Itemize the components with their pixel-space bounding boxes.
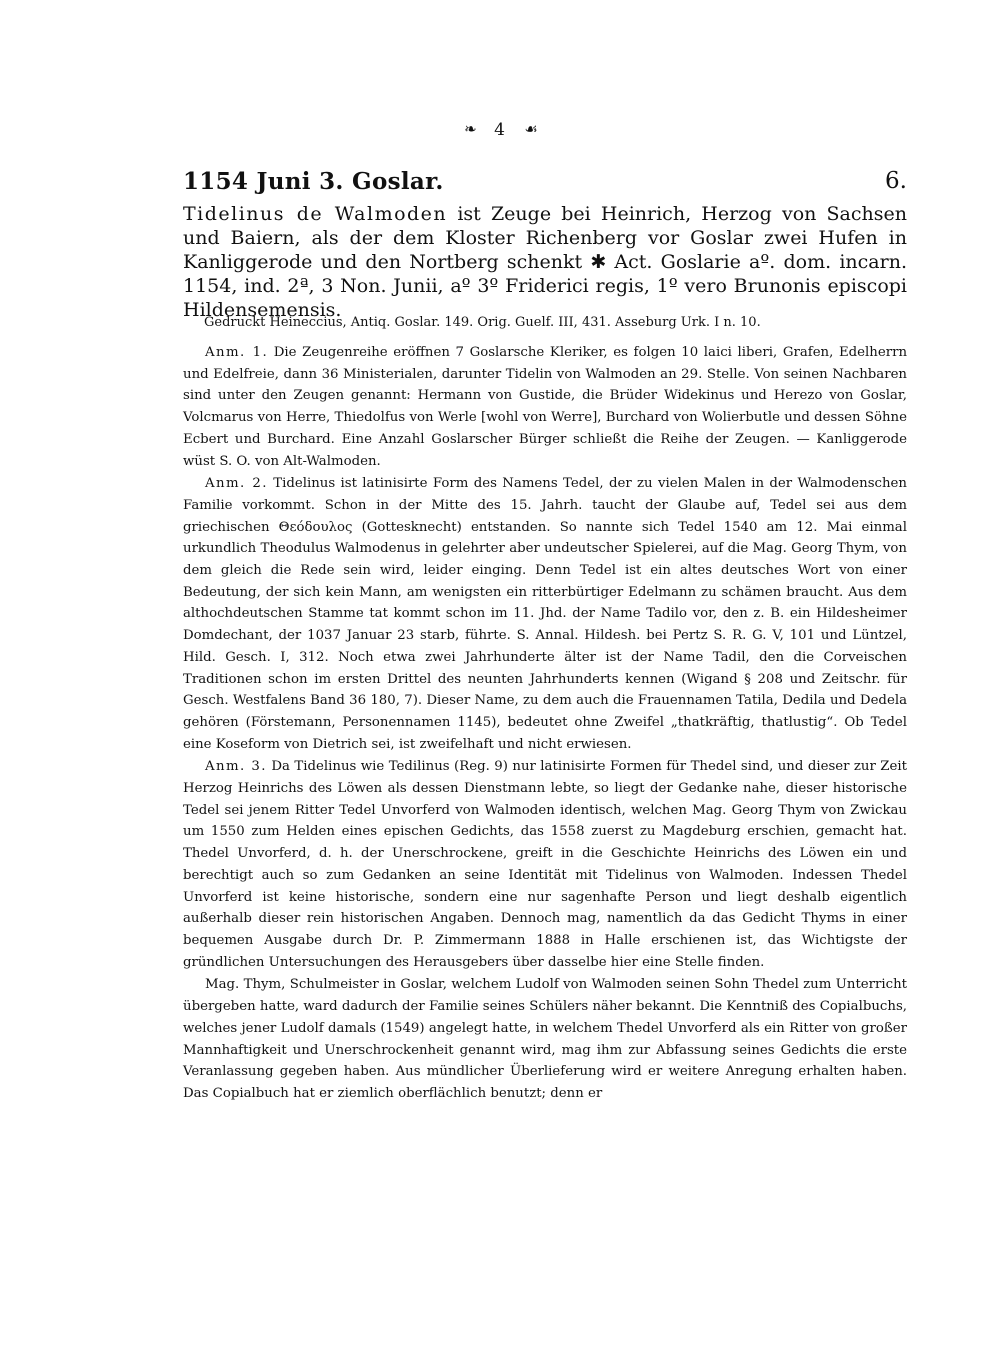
note-paragraph — [183, 342, 907, 472]
entry-number: 6. — [885, 168, 907, 194]
notes-section — [183, 342, 907, 1105]
page-number-row — [0, 118, 1000, 141]
note-label: Anm. 2. — [205, 476, 268, 492]
printed-sources: Gedruckt Heineccius, Antiq. Goslar. 149. Orig. Guelf. III, 431. Asseburg Urk. I n. 10. — [204, 315, 761, 330]
note-paragraph — [183, 473, 907, 755]
note-paragraph — [183, 756, 907, 973]
ornament-right-icon: ☙ — [524, 120, 536, 138]
entry-date-place: 1154 Juni 3. Goslar. — [183, 168, 444, 195]
note-text: Mag. Thym, Schulmeister in Goslar, welchem Ludolf von Walmoden seinen Sohn Thedel zum Unterricht übergeben hatte, ward dadurch der Familie seines Schülers näher bekannt. Die Kenntniß des Copialbuchs, welches jener Ludolf damals (1549) angelegt hatte, in welchem Thedel Unvorferd als ein Ritter von großer Mannhaftigkeit und Unerschrockenheit genannt wird, mag ihm zur Abfassung seines Gedichts die erste Veranlassung gegeben haben. Aus mündlicher Überlieferung wird er weitere Anregung erhalten haben. Das Copialbuch hat er ziemlich oberflächlich benutzt; denn er — [183, 977, 907, 1101]
regest-text — [183, 202, 907, 322]
regest-body: ist Zeuge bei Heinrich, Herzog von Sachsen und Baiern, als der dem Kloster Richenberg vor Goslar zwei Hufen in Kanliggerode und den Nortberg schenkt ✱ Act. Goslarie aº. dom. incarn. 1154, ind. 2ª, 3 Non. Junii, aº 3º Friderici regis, 1º vero Brunonis episcopi Hildensemensis. — [183, 203, 907, 321]
note-label: Anm. 3. — [205, 759, 267, 775]
note-text: Da Tidelinus wie Tedilinus (Reg. 9) nur latinisirte Formen für Thedel sind, und dieser zur Zeit Herzog Heinrichs des Löwen als dessen Dienstmann lebte, so liegt der Gedanke nahe, dieser historische Tedel sei jenem Ritter Tedel Unvorferd von Walmoden identisch, welchen Mag. Georg Thym von Zwickau um 1550 zum Helden eines epischen Gedichts, das 1558 zuerst zu Magdeburg erschien, gemacht hat. Thedel Unvorferd, d. h. der Unerschrockene, greift in die Geschichte Heinrichs des Löwen ein und berechtigt auch so zum Gedanken an seine Identität mit Tidelinus von Walmoden. Indessen Thedel Unvorferd ist keine historische, sondern eine nur sagenhafte Person und liegt deshalb eigentlich außerhalb dieser rein historischen Angaben. Dennoch mag, namentlich da das Gedicht Thyms in einer bequemen Ausgabe durch Dr. P. Zimmermann 1888 in Halle erschienen ist, das Wichtigste der gründlichen Untersuchungen des Herausgebers über dasselbe hier eine Stelle finden. — [183, 759, 907, 970]
note-text: Tidelinus ist latinisirte Form des Namens Tedel, der zu vielen Malen in der Walmodenschen Familie vorkommt. Schon in der Mitte des 15. Jahrh. taucht der Glaube auf, Tedel sei aus dem griechischen Θεόδουλος (Gottesknecht) entstanden. So nannte sich Tedel 1540 am 12. Mai einmal urkundlich Theodulus Walmodenus in gelehrter aber undeutscher Spielerei, auf die Mag. Georg Thym, von dem gleich die Rede sein wird, leider einging. Denn Tedel ist ein altes deutsches Wort von einer Bedeutung, der sich kein Mann, am wenigsten ein ritterbürtiger Edelmann zu schämen braucht. Aus dem althochdeutschen Stamme tat kommt schon im 11. Jhd. der Name Tadilo vor, den z. B. ein Hildesheimer Domdechant, der 1037 Januar 23 starb, führte. S. Annal. Hildesh. bei Pertz S. R. G. V, 101 und Lüntzel, Hild. Gesch. I, 312. Noch etwa zwei Jahrhunderte älter ist der Name Tadil, den die Corveischen Traditionen schon im ersten Drittel des neunten Jahrhunderts kennen (Wigand § 208 und Zeitschr. für Gesch. Westfalens Band 36 180, 7). Dieser Name, zu dem auch die Frauennamen Tatila, Dedila und Dedela gehören (Förstemann, Personennamen 1145), bedeutet ohne Zweifel „thatkräftig, thatlustig“. Ob Tedel eine Koseform von Dietrich sei, ist zweifelhaft und nicht erwiesen. — [183, 476, 907, 752]
page-number: 4 — [494, 120, 505, 140]
ornament-left-icon: ❧ — [464, 120, 475, 138]
regest-person: Tidelinus de Walmoden — [183, 203, 448, 225]
note-text: Die Zeugenreihe eröffnen 7 Goslarsche Kleriker, es folgen 10 laici liberi, Grafen, Edelherrn und Edelfreie, dann 36 Ministerialen, darunter Tidelin von Walmoden an 29. Stelle. Von seinen Nachbaren sind unter den Zeugen genannt: Hermann von Gustide, die Brüder Widekinus und Herezo von Goslar, Volcmarus von Herre, Thiedolfus von Werle [wohl von Werre], Burchard von Wolierbutle und dessen Söhne Ecbert und Burchard. Eine Anzahl Goslarscher Bürger schließt die Reihe der Zeugen. — Kanliggerode wüst S. O. von Alt-Walmoden. — [183, 345, 908, 469]
note-label: Anm. 1. — [205, 345, 269, 360]
entry-header — [183, 168, 907, 198]
note-paragraph — [183, 974, 907, 1104]
